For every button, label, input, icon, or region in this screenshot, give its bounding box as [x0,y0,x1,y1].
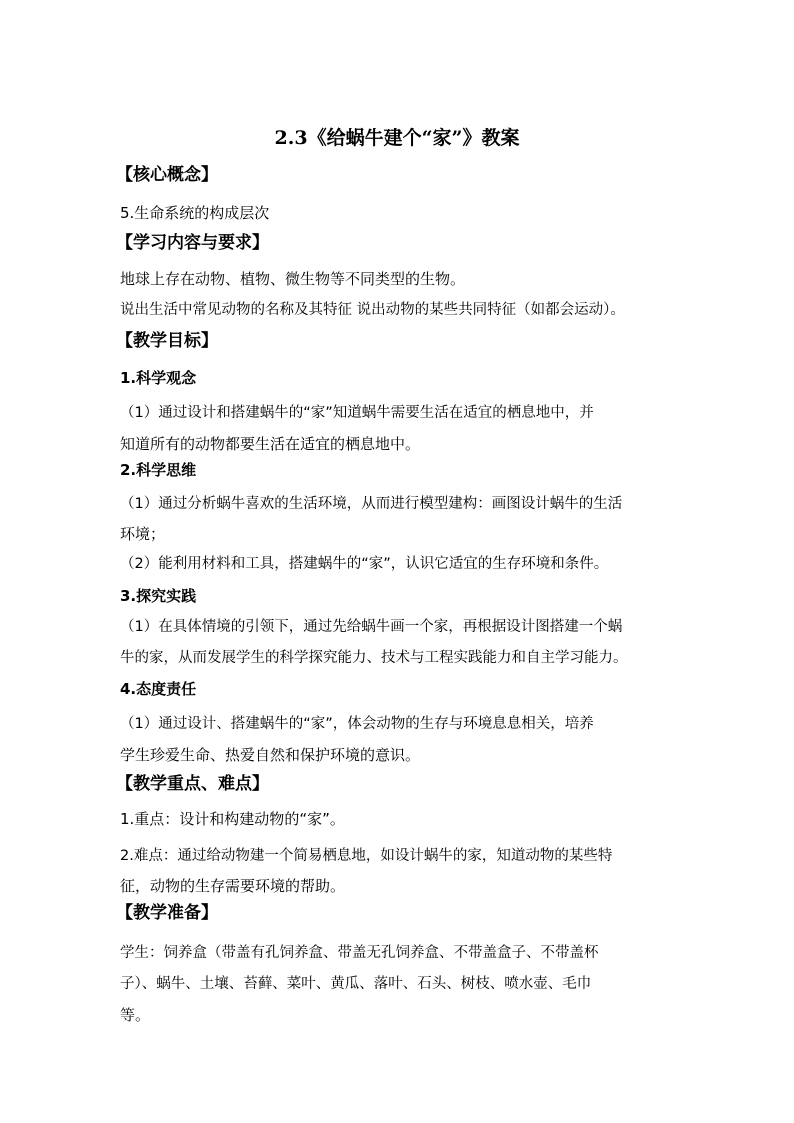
core-concept-heading: 【核心概念】 [116,165,218,185]
preparation-line-2: 子）、蜗牛、土壤、苔藓、菜叶、黄瓜、落叶、石头、树枝、喷水壶、毛巾 [120,976,592,992]
key-point-2-line-1: 2.难点：通过给动物建一个简易栖息地，如设计蜗牛的家，知道动物的某些特 [120,848,613,864]
core-concept-text: 5.生命系统的构成层次 [120,204,270,222]
key-point-1: 1.重点：设计和构建动物的“家”。 [120,810,345,828]
goal-4-line-2: 学生珍爱生命、热爱自然和保护环境的意识。 [120,746,421,764]
goal-1-title: 1.科学观念 [120,369,197,387]
learning-content-line-1: 地球上存在动物、植物、微生物等不同类型的生物。 [120,270,466,288]
page-title: 2.3《给蜗牛建个“家”》教案 [274,127,520,149]
key-point-2-line-2: 征，动物的生存需要环境的帮助。 [120,877,346,895]
goal-3-title: 3.探究实践 [120,587,197,605]
goal-3-line-1: （1）在具体情境的引领下，通过先给蜗牛画一个家，再根据设计图搭建一个蜗 [120,619,623,635]
goal-1-line-1: （1）通过设计和搭建蜗牛的“家”知道蜗牛需要生活在适宜的栖息地中，并 [120,405,594,421]
key-points-heading: 【教学重点、难点】 [116,774,269,794]
goal-4-title: 4.态度责任 [120,680,197,698]
goal-3-line-2: 牛的家，从而发展学生的科学探究能力、技术与工程实践能力和自主学习能力。 [120,650,628,666]
goal-2-line-2: 环境； [120,525,166,543]
learning-content-line-2: 说出生活中常见动物的名称及其特征 说出动物的某些共同特征（如都会运动）。 [120,302,625,318]
learning-content-heading: 【学习内容与要求】 [116,233,269,253]
goal-1-line-2: 知道所有的动物都要生活在适宜的栖息地中。 [120,435,421,453]
goal-2-title: 2.科学思维 [120,461,197,479]
goal-2-line-1: （1）通过分析蜗牛喜欢的生活环境，从而进行模型建构：画图设计蜗牛的生活 [120,496,623,512]
preparation-heading: 【教学准备】 [116,903,218,923]
preparation-line-1: 学生：饲养盒（带盖有孔饲养盒、带盖无孔饲养盒、不带盖盒子、不带盖杯 [120,945,599,961]
goal-2-line-3: （2）能利用材料和工具，搭建蜗牛的“家”，认识它适宜的生存环境和条件。 [120,556,609,572]
goal-4-line-1: （1）通过设计、搭建蜗牛的“家”，体会动物的生存与环境息息相关，培养 [120,716,594,732]
preparation-line-3: 等。 [120,1006,151,1024]
teaching-goals-heading: 【教学目标】 [116,331,218,351]
